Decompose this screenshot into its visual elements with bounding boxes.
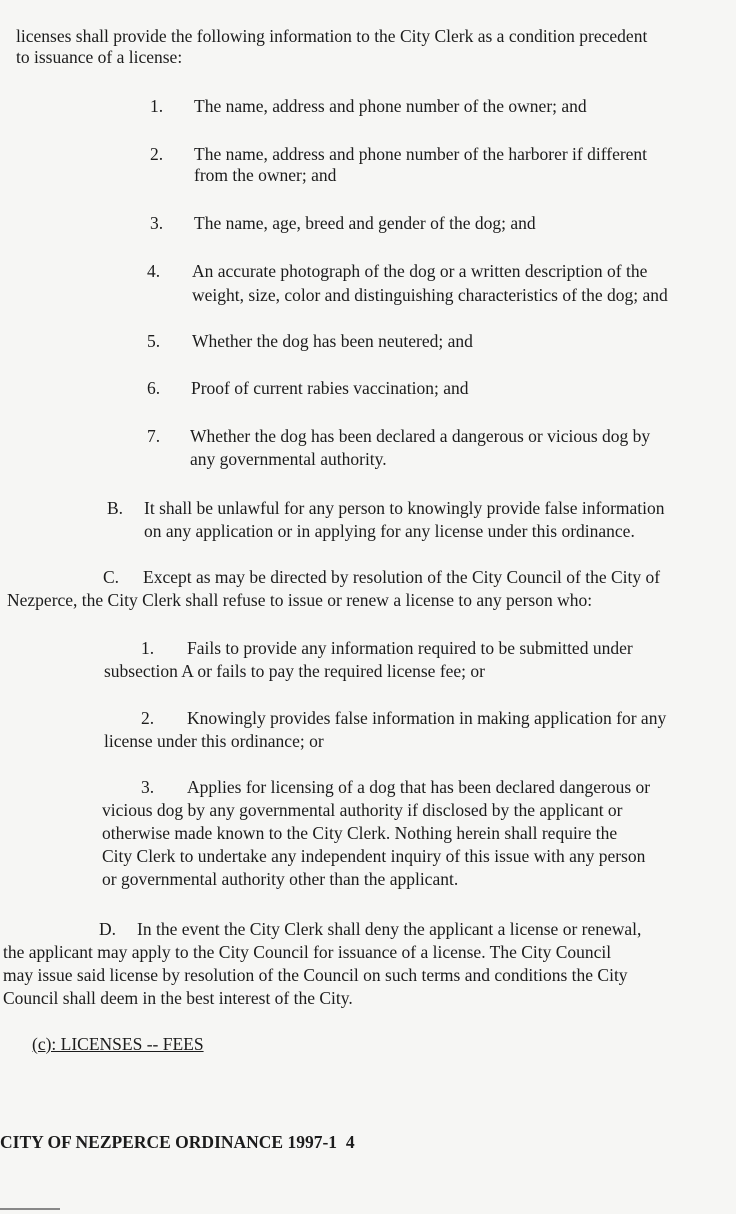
list-number: 6. xyxy=(147,378,161,398)
list-item-text: Proof of current rabies vaccination; and xyxy=(191,378,469,398)
section-d-text: may issue said license by resolution of the Council on such terms and conditions the City xyxy=(3,965,628,985)
scan-edge-line xyxy=(0,1208,60,1210)
list-number: 1. xyxy=(150,96,164,116)
section-c-label: C. xyxy=(103,567,120,587)
section-c-text: Nezperce, the City Clerk shall refuse to issue or renew a license to any person who: xyxy=(7,590,593,610)
list-number: 5. xyxy=(147,331,161,351)
list-number: 4. xyxy=(147,261,161,281)
list-number: 2. xyxy=(150,144,164,164)
list-item-text: The name, age, breed and gender of the dog; and xyxy=(194,213,536,233)
list-item-text: Applies for licensing of a dog that has been declared dangerous or xyxy=(187,777,651,797)
list-item-text: or governmental authority other than the applicant. xyxy=(102,869,459,889)
section-c-text: Except as may be directed by resolution of the City Council of the City of xyxy=(143,567,661,587)
section-b-text: on any application or in applying for any license under this ordinance. xyxy=(144,521,635,541)
list-item-text: Whether the dog has been neutered; and xyxy=(192,331,473,351)
list-item-text: The name, address and phone number of the harborer if different xyxy=(194,144,648,164)
list-item-text: An accurate photograph of the dog or a written description of the xyxy=(192,261,648,281)
list-item-text: from the owner; and xyxy=(194,165,337,185)
section-b-label: B. xyxy=(107,498,124,518)
list-item-text: Knowingly provides false information in making application for any xyxy=(187,708,667,728)
list-number: 7. xyxy=(147,426,161,446)
footer xyxy=(0,1131,355,1154)
list-item-text: any governmental authority. xyxy=(190,449,387,469)
list-number: 2. xyxy=(141,708,155,728)
list-item-text: otherwise made known to the City Clerk. Nothing herein shall require the xyxy=(102,823,618,843)
list-item-text: vicious dog by any governmental authority if disclosed by the applicant or xyxy=(102,800,623,820)
list-item-text: City Clerk to undertake any independent inquiry of this issue with any person xyxy=(102,846,646,866)
list-number: 3. xyxy=(150,213,164,233)
section-heading: (c): LICENSES -- FEES xyxy=(32,1034,204,1054)
list-item-text: The name, address and phone number of the owner; and xyxy=(194,96,587,116)
section-d-text: Council shall deem in the best interest of the City. xyxy=(3,988,353,1008)
list-number: 1. xyxy=(141,638,155,658)
section-d-label: D. xyxy=(99,919,117,939)
list-number: 3. xyxy=(141,777,155,797)
section-d-text: In the event the City Clerk shall deny the applicant a license or renewal, xyxy=(137,919,642,939)
list-item-text: Whether the dog has been declared a dangerous or vicious dog by xyxy=(190,426,651,446)
footer-title: CITY OF NEZPERCE ORDINANCE 1997-1 xyxy=(0,1132,338,1152)
list-item-text: Fails to provide any information required to be submitted under xyxy=(187,638,633,658)
list-item-text: weight, size, color and distinguishing characteristics of the dog; and xyxy=(192,285,668,305)
list-item-text: subsection A or fails to pay the required license fee; or xyxy=(104,661,485,681)
list-item-text: license under this ordinance; or xyxy=(104,731,324,751)
page-number: 4 xyxy=(345,1132,355,1152)
section-d-text: the applicant may apply to the City Council for issuance of a license. The City Council xyxy=(3,942,612,962)
section-b-text: It shall be unlawful for any person to knowingly provide false information xyxy=(144,498,665,518)
intro-line: licenses shall provide the following information to the City Clerk as a condition precedent xyxy=(16,26,648,46)
intro-line: to issuance of a license: xyxy=(16,47,183,67)
